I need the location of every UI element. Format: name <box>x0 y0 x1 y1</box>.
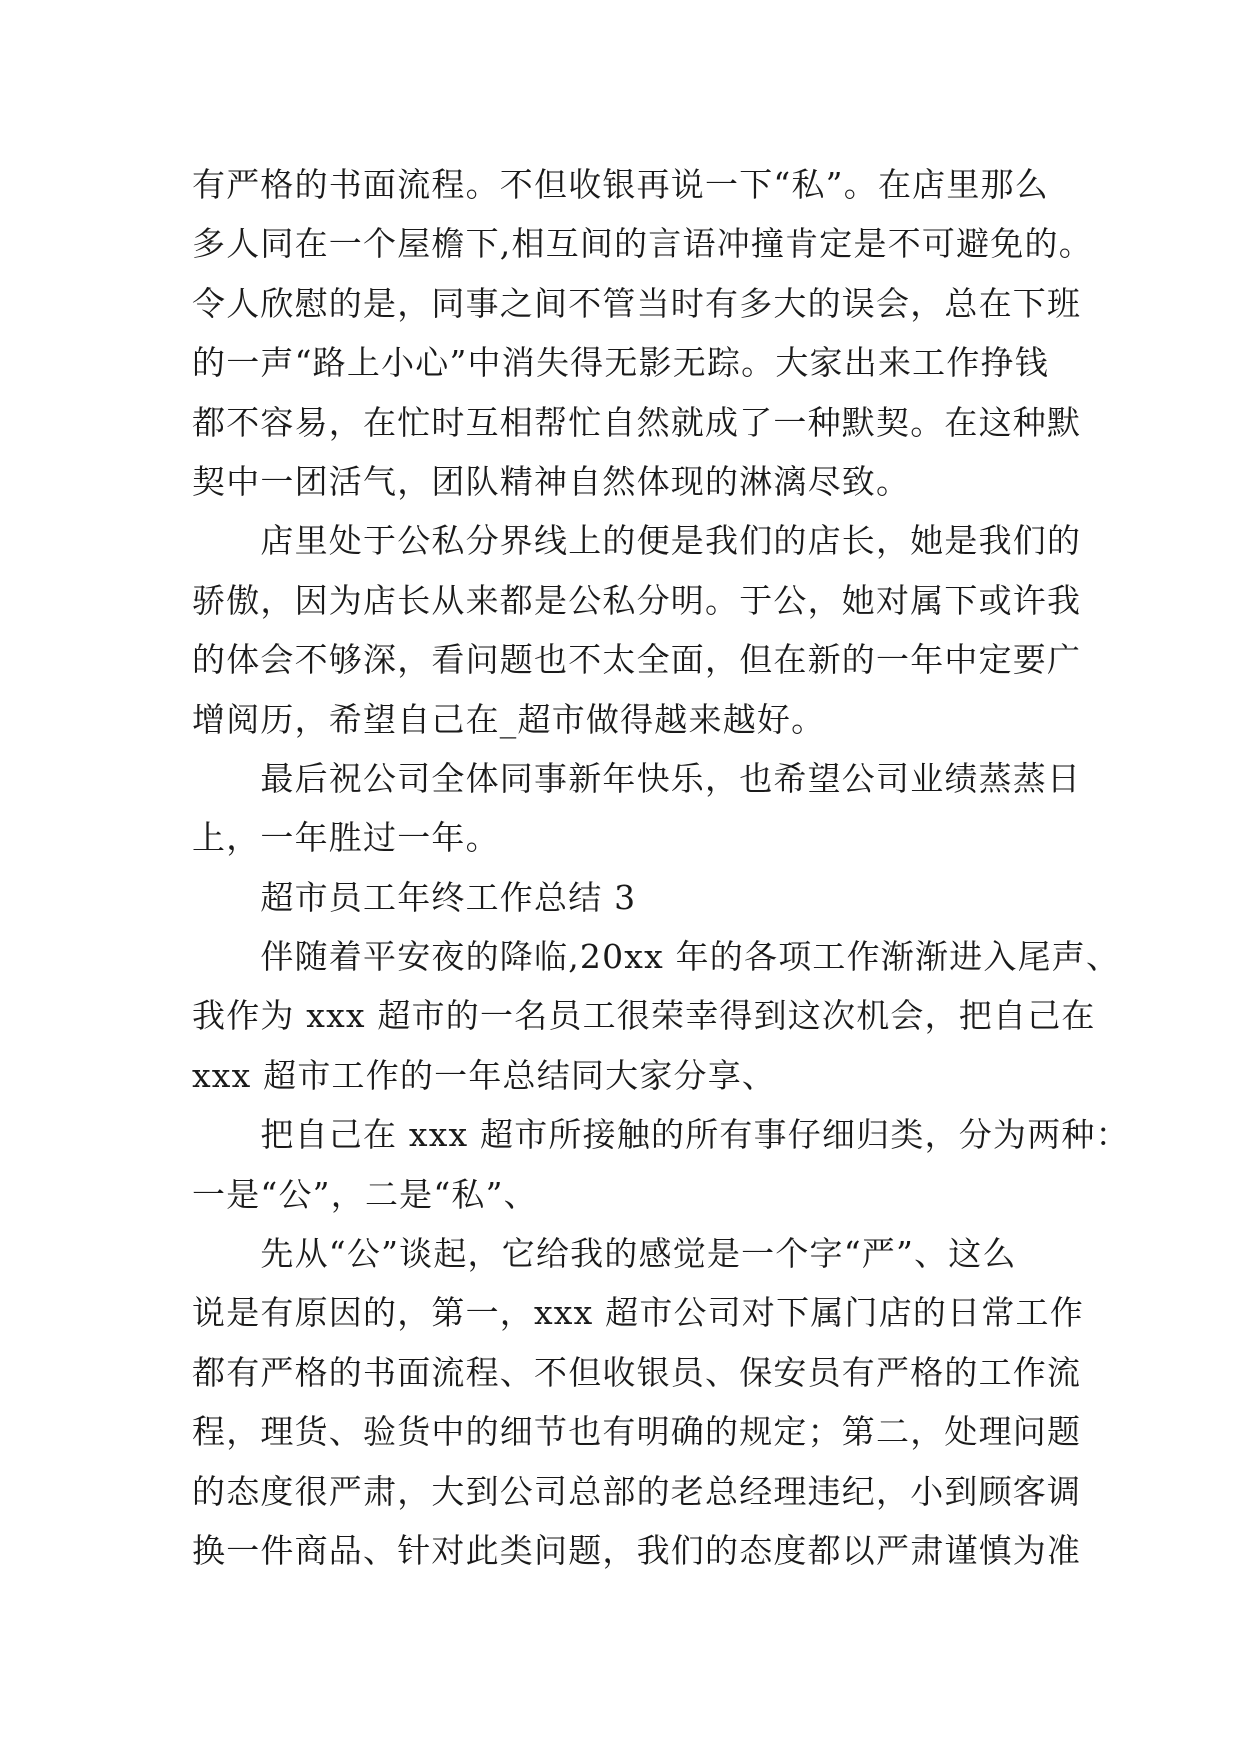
text-line: 多人同在一个屋檐下,相互间的言语冲撞肯定是不可避免的。 <box>192 224 1093 264</box>
text-line: 最后祝公司全体同事新年快乐，也希望公司业绩蒸蒸日 <box>192 758 1082 798</box>
text-line: 把自己在 xxx 超市所接触的所有事仔细归类，分为两种： <box>192 1115 1130 1155</box>
text-line: 伴随着平安夜的降临,20xx 年的各项工作渐渐进入尾声、 <box>192 937 1121 977</box>
text-line: 骄傲，因为店长从来都是公私分明。于公，她对属下或许我 <box>192 580 1082 620</box>
text-line: 的体会不够深，看问题也不太全面，但在新的一年中定要广 <box>192 640 1082 680</box>
text-line: 我作为 xxx 超市的一名员工很荣幸得到这次机会，把自己在 <box>192 996 1096 1036</box>
text-line: 换一件商品、针对此类问题，我们的态度都以严肃谨慎为准 <box>192 1530 1082 1570</box>
body-text <box>192 155 1130 1580</box>
text-line: 先从“公”谈起，它给我的感觉是一个字“严”、这么 <box>192 1234 1017 1274</box>
text-line: 有严格的书面流程。不但收银再说一下“私”。在店里那么 <box>192 165 1049 204</box>
text-line: 的态度很严肃，大到公司总部的老总经理违纪，小到顾客调 <box>192 1471 1082 1511</box>
text-line: 程，理货、验货中的细节也有明确的规定；第二，处理问题 <box>192 1412 1082 1452</box>
section-heading: 超市员工年终工作总结 3 <box>192 877 637 917</box>
text-line: 一是“公”，二是“私”、 <box>192 1174 538 1214</box>
text-line: 店里处于公私分界线上的便是我们的店长，她是我们的 <box>192 521 1082 561</box>
text-line: 的一声“路上小心”中消失得无影无踪。大家出来工作挣钱 <box>192 343 1049 383</box>
text-line: 令人欣慰的是，同事之间不管当时有多大的误会，总在下班 <box>192 283 1082 323</box>
text-line: 契中一团活气，团队精神自然体现的淋漓尽致。 <box>192 461 911 501</box>
text-line: 都有严格的书面流程、不但收银员、保安员有严格的工作流 <box>192 1352 1082 1392</box>
text-line: 说是有原因的，第一，xxx 超市公司对下属门店的日常工作 <box>192 1293 1084 1333</box>
text-line: 都不容易，在忙时互相帮忙自然就成了一种默契。在这种默 <box>192 402 1082 442</box>
text-line: xxx 超市工作的一年总结同大家分享、 <box>192 1055 777 1095</box>
text-line: 上，一年胜过一年。 <box>192 818 500 858</box>
text-line: 增阅历，希望自己在_超市做得越来越好。 <box>192 699 826 739</box>
